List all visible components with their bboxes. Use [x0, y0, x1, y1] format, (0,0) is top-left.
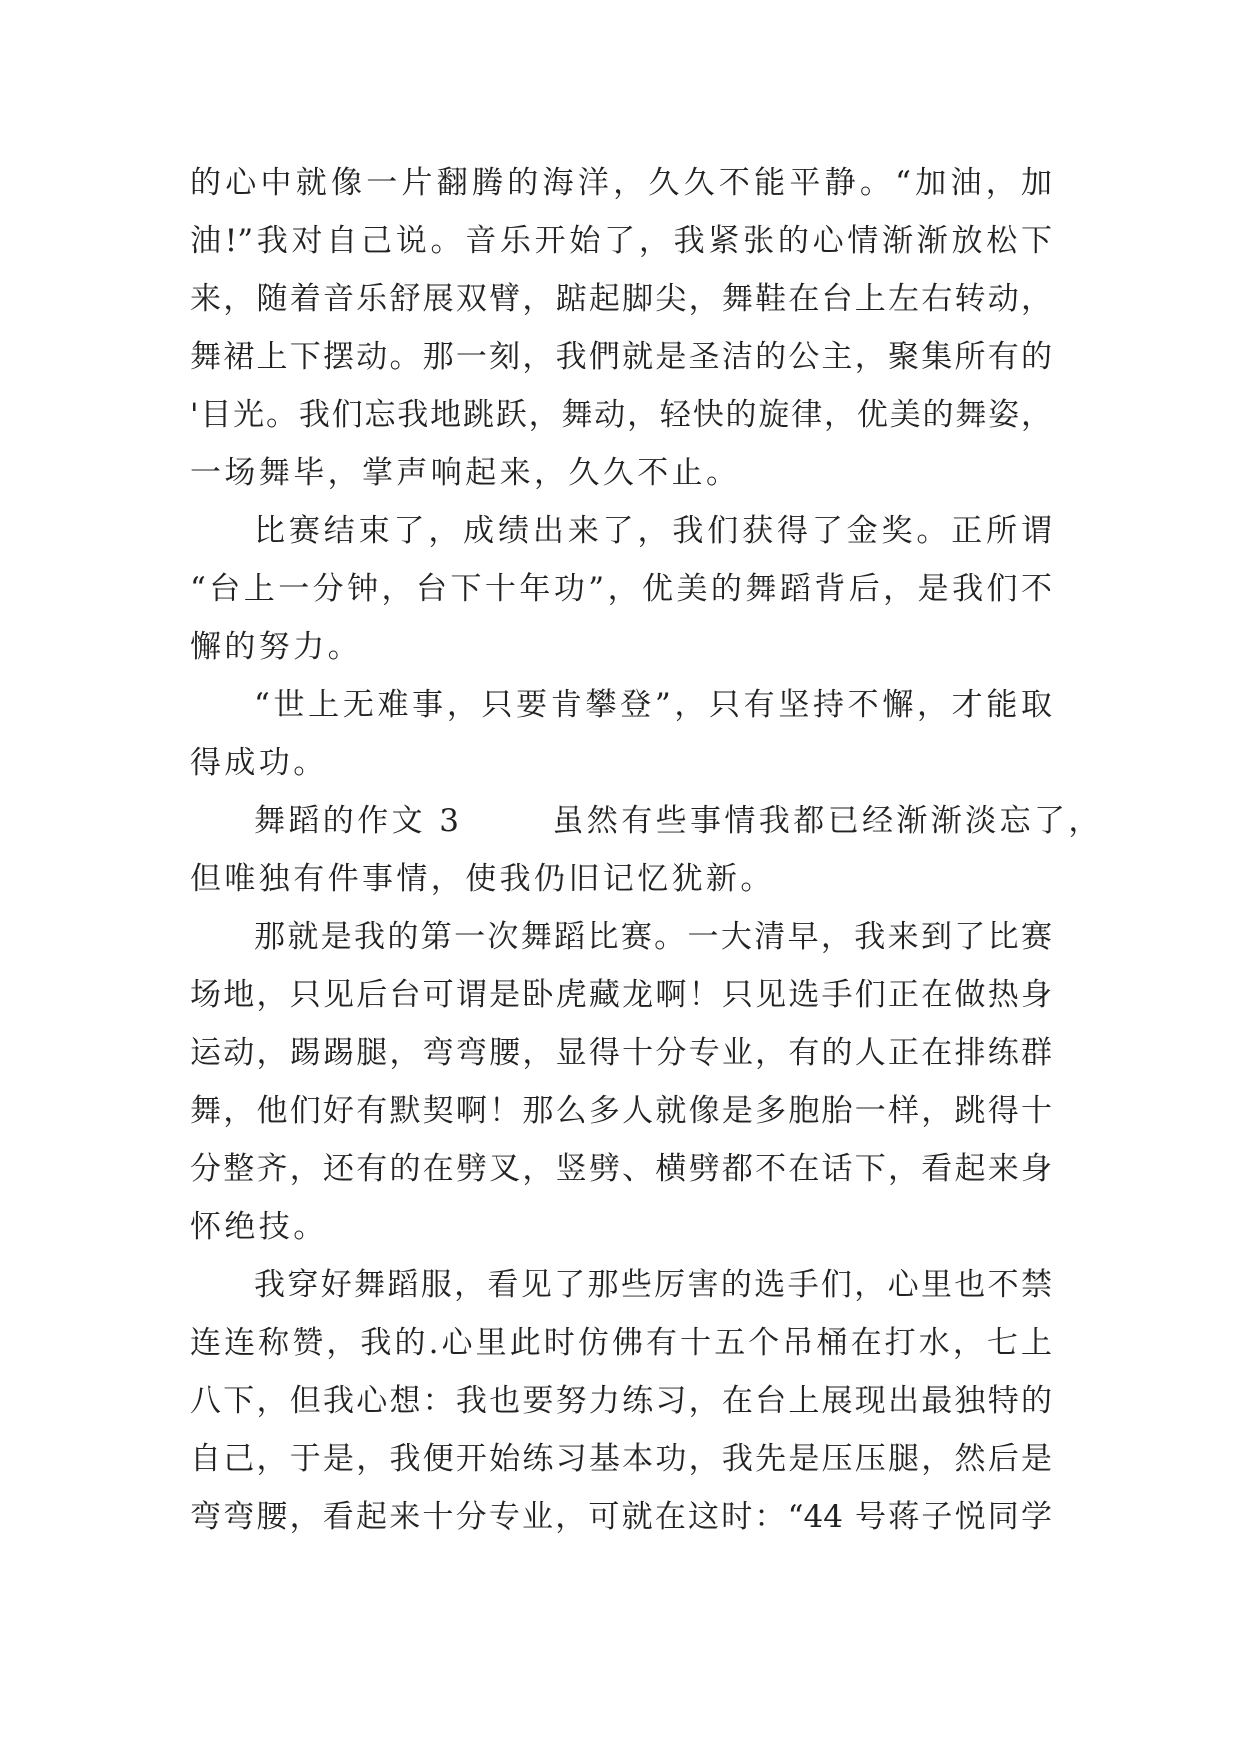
text-line: 来，随着音乐舒展双臂，踮起脚尖，舞鞋在台上左右转动，	[190, 281, 1052, 317]
text-line: 分整齐，还有的在劈叉，竖劈、横劈都不在话下，看起来身	[190, 1151, 1052, 1187]
text-line: 舞，他们好有默契啊！那么多人就像是多胞胎一样，跳得十	[190, 1093, 1052, 1129]
paragraph-3	[190, 676, 1052, 792]
paragraph-1	[190, 154, 1052, 502]
essay-body	[190, 154, 1103, 1546]
text-line: 场地，只见后台可谓是卧虎藏龙啊！只见选手们正在做热身	[190, 977, 1052, 1013]
text-line: 自己，于是，我便开始练习基本功，我先是压压腿，然后是	[190, 1441, 1052, 1477]
text-segment: 虽然有些事情我都已经渐渐淡忘了，	[552, 803, 1103, 839]
paragraph-5	[190, 908, 1052, 1256]
text-line: 但唯独有件事情，使我仍旧记忆犹新。	[190, 861, 775, 897]
text-line: 油!”我对自己说。音乐开始了，我紧张的心情渐渐放松下	[190, 223, 1052, 259]
text-line: 我穿好舞蹈服，看见了那些厉害的选手们，心里也不禁	[254, 1267, 1052, 1303]
text-line: 得成功。	[190, 745, 328, 781]
section-heading: 舞蹈的作文 3	[254, 803, 463, 839]
text-line: “世上无难事，只要肯攀登”，只有坚持不懈，才能取	[254, 687, 1052, 723]
text-line: 懈的努力。	[190, 629, 362, 665]
paragraph-2	[190, 502, 1052, 676]
text-line: 八下，但我心想：我也要努力练习，在台上展现出最独特的	[190, 1383, 1052, 1419]
text-line: 舞裙上下摆动。那一刻，我們就是圣洁的公主，聚集所有的	[190, 339, 1052, 375]
text-line: '目光。我们忘我地跳跃，舞动，轻快的旋律，优美的舞姿，	[190, 397, 1052, 433]
text-line: 弯弯腰，看起来十分专业，可就在这时：“44 号蒋子悦同学	[190, 1499, 1052, 1535]
text-line: 一场舞毕，掌声响起来，久久不止。	[190, 455, 741, 491]
text-line: 连连称赞，我的.心里此时仿佛有十五个吊桶在打水，七上	[190, 1325, 1052, 1361]
paragraph-4	[190, 792, 1103, 908]
text-line: 比赛结束了，成绩出来了，我们获得了金奖。正所谓	[254, 513, 1052, 549]
text-line: 那就是我的第一次舞蹈比赛。一大清早，我来到了比赛	[254, 919, 1052, 955]
text-line: 运动，踢踢腿，弯弯腰，显得十分专业，有的人正在排练群	[190, 1035, 1052, 1071]
text-line: 怀绝技。	[190, 1209, 328, 1245]
heading-line	[190, 792, 1103, 850]
paragraph-6	[190, 1256, 1052, 1546]
text-line: 的心中就像一片翻腾的海洋，久久不能平静。“加油，加	[190, 165, 1052, 201]
text-line: “台上一分钟，台下十年功”，优美的舞蹈背后，是我们不	[190, 571, 1052, 607]
